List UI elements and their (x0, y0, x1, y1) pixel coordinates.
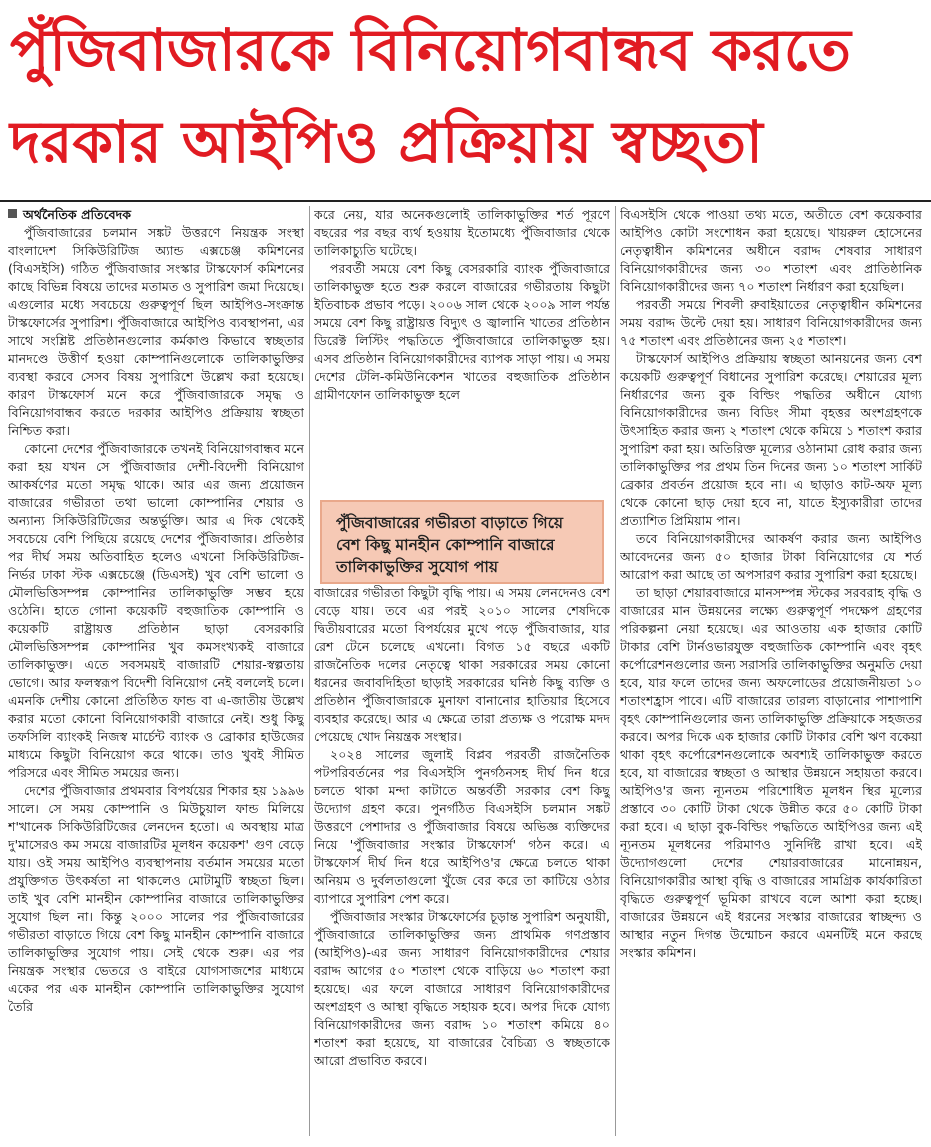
article-column-2-bottom (314, 584, 610, 1134)
column-divider-2 (615, 206, 616, 1136)
headline (10, 4, 921, 188)
paragraph: বাজারের গভীরতা কিছুটা বৃদ্ধি পায়। এ সময় লেনদেনও বেশ বেড়ে যায়। তবে এর পরই ২০১০ সালের শেষদিকে দ্বিতীয়বারের মতো বিপর্যয়ের মুখে পড়ে পুঁজিবাজার, যার রেশ টেনে চলেছে এখনো। বিগত ১৫ বছরে একটি রাজনৈতিক দলের নেতৃত্বে থাকা সরকারের সময় কোনো ধরনের জবাবদিহিতা ছাড়াই সরকারের ঘনিষ্ঠ কিছু ব্যক্তি ও প্রতিষ্ঠান পুঁজিবাজারকে মুনাফা বানানোর হাতিয়ার হিসেবে ব্যবহার করেছে। আর এ ক্ষেত্রে তারা প্রত্যক্ষ ও পরোক্ষ মদদ পেয়েছে খোদ নিয়ন্ত্রক সংস্থার। (314, 585, 610, 744)
article-column-2-top (314, 206, 610, 506)
paragraph: কোনো দেশের পুঁজিবাজারকে তখনই বিনিয়োগবান্ধব মনে করা হয় যখন সে পুঁজিবাজার দেশী-বিদেশী বিনিয়োগ আকর্ষণের মতো সমৃদ্ধ থাকে। আর এর জন্য প্রয়োজন বাজারের গভীরতা তথা ভালো কোম্পানির শেয়ার ও অন্যান্য সিকিউরিটিজের অন্তর্ভুক্তি। আর এ দিক থেকেই সবচেয়ে বেশি পিছিয়ে রয়েছে দেশের পুঁজিবাজার। প্রতিষ্ঠার পর দীর্ঘ সময় অতিবাহিত হলেও এখনো সিকিউরিটিজ-নির্ভর ঢাকা স্টক এক্সচেঞ্জে (ডিএসই) খুব বেশি ভালো ও মৌলভিত্তিসম্পন্ন কোম্পানির তালিকাভুক্তি সম্ভব হয়ে ওঠেনি। হাতে গোনা কয়েকটি বহুজাতিক কোম্পানি ও কয়েকটি রাষ্ট্রায়ত্ত প্রতিষ্ঠান ছাড়া বেসরকারি মৌলভিত্তিসম্পন্ন কোম্পানির খুব কমসংখ্যকই বাজারে তালিকাভুক্ত। এতে সবসময়ই বাজারটি শেয়ার-স্বল্পতায় ভোগে। আর ফলস্বরূপ বিদেশী বিনিয়োগ নেই বললেই চলে। এমনকি দেশীয় কোনো প্রতিষ্ঠিত ফান্ড বা এ-জাতীয় উল্লেখ করার মতো কোনো বিনিয়োগকারী বাজারে নেই। শুধু কিছু তফসিলি ব্যাংকই নিজস্ব মার্চেন্ট ব্যাংক ও ব্রোকার হাউজের মাধ্যমে কিছুটা বিনিয়োগ করে থাকে। তাও খুবই সীমিত পরিসরে এবং সীমিত সময়ের জন্য। (8, 441, 304, 780)
paragraph: দেশের পুঁজিবাজার প্রথমবার বিপর্যয়ের শিকার হয় ১৯৯৬ সালে। সে সময় কোম্পানি ও মিউচুয়াল ফান্ড মিলিয়ে শ'খানেক সিকিউরিটিজের লেনদেন হতো। এ অবস্থায় মাত্র দু'মাসেরও কম সময়ে বাজারটির মূলধন কয়েকশ' গুণ বেড়ে যায়। ওই সময় আইপিও ব্যবস্থাপনায় বর্তমান সময়ের মতো প্রযুক্তিগত উৎকর্ষতা না থাকলেও মোটামুটি স্বচ্ছতা ছিল। তাই খুব বেশি মানহীন কোম্পানির বাজারে তালিকাভুক্তির সুযোগ ছিল না। কিন্তু ২০০০ সালের পর পুঁজিবাজারের গভীরতা বাড়াতে গিয়ে বেশ কিছু মানহীন কোম্পানি বাজারে তালিকাভুক্তির সুযোগ পায়। সেই থেকে শুরু। এর পর নিয়ন্ত্রক সংস্থার ভেতরে ও বাইরে যোগসাজশের মাধ্যমে একের পর এক মানহীন কোম্পানি তালিকাভুক্তির সুযোগ তৈরি (8, 783, 304, 1014)
headline-line-2: দরকার আইপিও প্রক্রিয়ায় স্বচ্ছতা (10, 108, 763, 176)
column-divider-1 (309, 206, 310, 1136)
article-column-1 (8, 206, 304, 1136)
pull-quote: পুঁজিবাজারের গভীরতা বাড়াতে গিয়ে বেশ কিছু মানহীন কোম্পানি বাজারে তালিকাভুক্তির সুযোগ পায় (320, 500, 604, 584)
paragraph: বিএসইসি থেকে পাওয়া তথ্য মতে, অতীতে বেশ কয়েকবার আইপিও কোটা সংশোধন করা হয়েছে। খায়রুল হোসেনের নেতৃত্বাধীন কমিশনের অধীনে বরাদ্দ শেষবার সাধারণ বিনিয়োগকারীদের জন্য ৩০ শতাংশ এবং প্রাতিষ্ঠানিক বিনিয়োগকারীদের জন্য ৭০ শতাংশ নির্ধারণ করা হয়েছিল। (620, 207, 922, 294)
paragraph: করে নেয়, যার অনেকগুলোই তালিকাভুক্তির শর্ত পূরণে বছরের পর বছর ব্যর্থ হওয়ায় ইতোমধ্যে পুঁজিবাজার থেকে তালিকাচ্যুতি ঘটেছে। (314, 207, 610, 258)
paragraph: তবে বিনিয়োগকারীদের আকর্ষণ করার জন্য আইপিও আবেদনের জন্য ৫০ হাজার টাকা বিনিয়োগের যে শর্ত আরোপ করা আছে তা অপসারণ করার সুপারিশ করা হয়েছে। (620, 531, 922, 582)
bullet-square-icon (8, 209, 17, 218)
paragraph: পরবর্তী সময়ে বেশ কিছু বেসরকারি ব্যাংক পুঁজিবাজারে তালিকাভুক্ত হতে শুরু করলে বাজারের গভীরতায় কিছুটা ইতিবাচক প্রভাব পড়ে। ২০০৬ সাল থেকে ২০০৯ সাল পর্যন্ত সময়ে বেশ কিছু রাষ্ট্রায়ত্ত বিদ্যুৎ ও জ্বালানি খাতের প্রতিষ্ঠান ডিরেক্ট লিস্টিং পদ্ধতিতে পুঁজিবাজারে তালিকাভুক্ত হয়। এসব প্রতিষ্ঠান বিনিয়োগকারীদের ব্যাপক সাড়া পায়। এ সময় দেশের টেলি-কমিউনিকেশন খাতের বহুজাতিক প্রতিষ্ঠান গ্রামীণফোন তালিকাভুক্ত হলে (314, 261, 610, 402)
paragraph: তা ছাড়া শেয়ারবাজারে মানসম্পন্ন স্টকের সরবরাহ বৃদ্ধি ও বাজারের মান উন্নয়নের লক্ষ্যে গুরুত্বপূর্ণ পদক্ষেপ গ্রহণের পরিকল্পনা নেয়া হয়েছে। এর আওতায় এক হাজার কোটি টাকার বেশি টার্নওভারযুক্ত বহুজাতিক কোম্পানি এবং বৃহৎ কর্পোরেশনগুলোর জন্য সরাসরি তালিকাভুক্তির অনুমতি দেয়া হবে, যার ফলে তাদের জন্য অফলোডের প্রয়োজনীয়তা ১০ শতাংশহ্রাস পাবে। এটি বাজারের তারল্য বাড়ানোর পাশাপাশি বৃহৎ কোম্পানিগুলোর জন্য তালিকাভুক্তি প্রক্রিয়াকে সহজতর করবে। অপর দিকে এক হাজার কোটি টাকার বেশি ঋণ বকেয়া থাকা বৃহৎ কর্পোরেশনগুলোকে অবশ্যই তালিকাভুক্ত করতে হবে, যা বাজারের স্বচ্ছতা ও আস্থার উন্নয়নে সহায়তা করবে। আইপিও'র জন্য ন্যূনতম পরিশোধিত মূলধন স্থির মূল্যের প্রস্তাবে ৩০ কোটি টাকা থেকে উন্নীত করে ৫০ কোটি টাকা করা হবে। এ ছাড়া বুক-বিল্ডিং পদ্ধতিতে আইপিওর জন্য এই ন্যূনতম মূলধনের পরিমাণও সুনির্দিষ্ট রাখা হবে। এই উদ্যোগগুলো দেশের শেয়ারবাজারের মানোন্নয়ন, বিনিয়োগকারীর আস্থা বৃদ্ধি ও বাজারের সামগ্রিক কার্যকারিতা বৃদ্ধিতে গুরুত্বপূর্ণ ভূমিকা রাখবে বলে আশা করা হচ্ছে। বাজারের উন্নয়নে এই ধরনের সংস্কার বাজারের স্বাচ্ছন্দ্য ও আস্থার নতুন দিগন্ত উন্মোচন করবে এমনটিই মনে করছে সংস্কার কমিশন। (620, 585, 922, 960)
paragraph: পুঁজিবাজারের চলমান সঙ্কট উত্তরণে নিয়ন্ত্রক সংস্থা বাংলাদেশ সিকিউরিটিজ অ্যান্ড এক্সচেঞ্জ কমিশনের (বিএসইসি) গঠিত পুঁজিবাজার সংস্কার টাস্কফোর্স কমিশনের কাছে বিভিন্ন বিষয়ে তাদের মতামত ও সুপারিশ জমা দিয়েছে। এগুলোর মধ্যে সবচেয়ে গুরুত্বপূর্ণ ছিল আইপিও-সংক্রান্ত টাস্কফোর্সের সুপারিশ। পুঁজিবাজারে আইপিও ব্যবস্থাপনা, এর সাথে সংশ্লিষ্ট প্রতিষ্ঠানগুলোর কর্মকাণ্ড কিভাবে স্বচ্ছতার মানদণ্ডে উত্তীর্ণ হওয়া কোম্পানিগুলোকে তালিকাভুক্তির ব্যবস্থা করবে সেসব বিষয় সুপারিশে উল্লেখ করা হয়েছে। কারণ টাস্কফোর্স মনে করে পুঁজিবাজারকে সমৃদ্ধ ও বিনিয়োগবান্ধব করতে দরকার আইপিও প্রক্রিয়ায় স্বচ্ছতা নিশ্চিত করা। (8, 225, 304, 438)
paragraph: পুঁজিবাজার সংস্কার টাস্কফোর্সের চূড়ান্ত সুপারিশ অনুযায়ী, পুঁজিবাজারে তালিকাভুক্তির জন্য প্রাথমিক গণপ্রস্তাব (আইপিও)-এর জন্য সাধারণ বিনিয়োগকারীদের শেয়ার বরাদ্দ আগের ৫০ শতাংশ থেকে বাড়িয়ে ৬০ শতাংশ করা হয়েছে। এর ফলে বাজারে সাধারণ বিনিয়োগকারীদের অংশগ্রহণ ও আস্থা বৃদ্ধিতে সহায়ক হবে। অপর দিকে যোগ্য বিনিয়োগকারীদের জন্য বরাদ্দ ১০ শতাংশ কমিয়ে ৪০ শতাংশ করা হয়েছে, যা বাজারের বৈচিত্র্য ও স্বচ্ছতাকে আরো প্রভাবিত করবে। (314, 909, 610, 1068)
byline (8, 206, 304, 224)
paragraph: ২০২৪ সালের জুলাই বিপ্লব পরবর্তী রাজনৈতিক পটপরিবর্তনের পর বিএসইসি পুনর্গঠনসহ দীর্ঘ দিন ধরে চলতে থাকা মন্দা কাটাতে অন্তর্বর্তী সরকার বেশ কিছু উদ্যোগ গ্রহণ করে। পুনর্গঠিত বিএসইসি চলমান সঙ্কট উত্তরণে পেশাদার ও পুঁজিবাজার বিষয়ে অভিজ্ঞ ব্যক্তিদের নিয়ে 'পুঁজিবাজার সংস্কার টাস্কফোর্স' গঠন করে। এ টাস্কফোর্স দীর্ঘ দিন ধরে আইপিও'র ক্ষেত্রে চলতে থাকা অনিয়ম ও দুর্বলতাগুলো খুঁজে বের করে তা কাটিয়ে ওঠার ব্যাপারে সুপারিশ পেশ করে। (314, 747, 610, 906)
headline-divider (0, 200, 931, 202)
headline-line-1: পুঁজিবাজারকে বিনিয়োগবান্ধব করতে (10, 16, 851, 84)
byline-text: অর্থনৈতিক প্রতিবেদক (23, 207, 132, 222)
paragraph: টাস্কফোর্স আইপিও প্রক্রিয়ায় স্বচ্ছতা আনয়নের জন্য বেশ কয়েকটি গুরুত্বপূর্ণ বিধানের সুপারিশ করেছে। শেয়ারের মূল্য নির্ধারণের জন্য বুক বিল্ডিং পদ্ধতির অধীনে যোগ্য বিনিয়োগকারীদের জন্য বিডিং সীমা বৃহত্তর অংশগ্রহণকে উৎসাহিত করার জন্য ২ শতাংশ থেকে কমিয়ে ১ শতাংশ করার সুপারিশ করা হয়। অতিরিক্ত মূল্যের ওঠানামা রোধ করার জন্য তালিকাভুক্তির পর প্রথম তিন দিনের জন্য ১০ শতাংশ সার্কিট ব্রেকার প্রবর্তন প্রয়োজ হবে না। এ ছাড়াও কাট-অফ মূল্য থেকে কোনো ছাড় দেয়া হবে না, যাতে ইস্যুকারীরা তাদের প্রত্যাশিত প্রিমিয়াম পান। (620, 351, 922, 528)
article-column-3 (620, 206, 922, 1136)
paragraph: পরবর্তী সময়ে শিবলী রুবাইয়াতের নেতৃত্বাধীন কমিশনের সময় বরাদ্দ উল্টে দেয়া হয়। সাধারণ বিনিয়োগকারীদের জন্য ৭৫ শতাংশ এবং প্রতিষ্ঠানের জন্য ২৫ শতাংশ। (620, 297, 922, 348)
